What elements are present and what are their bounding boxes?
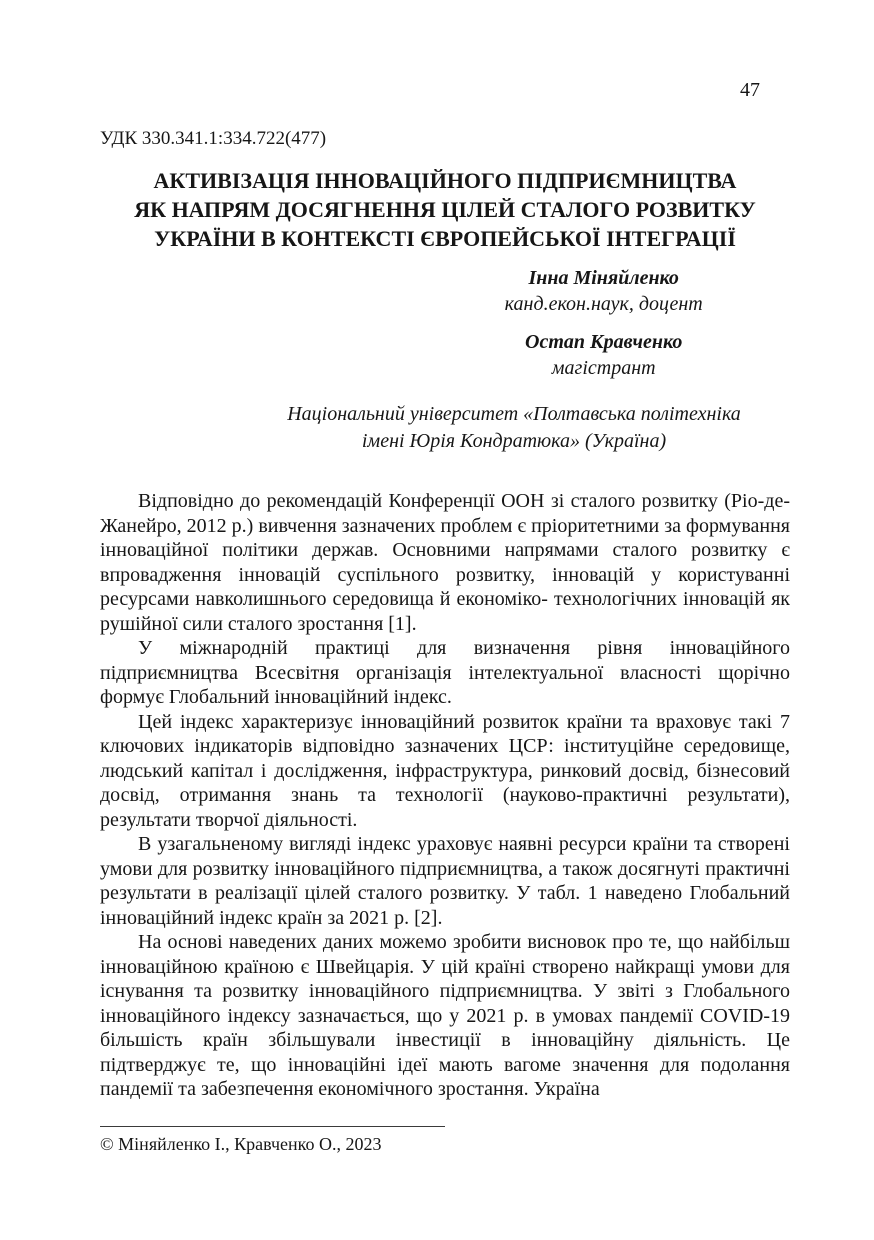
body-paragraph-5: На основі наведених даних можемо зробити висновок про те, що найбільш інноваційною країною є Швейцарія. У цій країні створено найкращі умови для існування та розвитку інноваційного підприємництва. У звіті з Глобального інноваційного індексу зазначається, що у 2021 р. в умовах пандемії COVID-19 більшість країн збільшували інвестиції в інноваційну діяльність. Це підтверджує те, що інноваційні ідеї мають вагоме значення для подолання пандемії та забезпечення економічного зростання. Україна — [100, 931, 790, 1100]
title-line-3: УКРАЇНИ В КОНТЕКСТІ ЄВРОПЕЙСЬКОЇ ІНТЕГРАЦІЇ — [154, 226, 736, 251]
author-2 — [100, 329, 790, 381]
body-paragraph-2: У міжнародній практиці для визначення рівня інноваційного підприємництва Всесвітня організація інтелектуальної власності щорічно формує Глобальний інноваційний індекс. — [100, 637, 790, 708]
affiliation-line-2: імені Юрія Кондратюка» (Україна) — [361, 430, 667, 452]
copyright-note: © Міняйленко І., Кравченко О., 2023 — [100, 1134, 382, 1154]
affiliation-line-1: Національний університет «Полтавська політехніка — [287, 403, 741, 425]
affiliation — [100, 401, 790, 455]
paper-title — [100, 166, 790, 253]
body-paragraph-4: В узагальненому вигляді індекс ураховує наявні ресурси країни та створені умови для розвитку інноваційного підприємництва, а також досягнуті практичні результати в реалізації цілей сталого розвитку. У табл. 1 наведено Глобальний інноваційний індекс країн за 2021 р. [2]. — [100, 833, 790, 929]
title-line-2: ЯК НАПРЯМ ДОСЯГНЕННЯ ЦІЛЕЙ СТАЛОГО РОЗВИТКУ — [134, 197, 756, 222]
footnote-rule — [100, 1126, 445, 1127]
udc-code: УДК 330.341.1:334.722(477) — [100, 128, 327, 149]
title-line-1: АКТИВІЗАЦІЯ ІННОВАЦІЙНОГО ПІДПРИЄМНИЦТВА — [153, 168, 737, 193]
authors-block — [100, 265, 790, 381]
author-1 — [100, 265, 790, 317]
author-2-name: Остап Кравченко — [525, 331, 683, 353]
body-paragraph-3: Цей індекс характеризує інноваційний розвиток країни та враховує такі 7 ключових індикаторів відповідно зазначених ЦСР: інституційне середовище, людський капітал і дослідження, інфраструктура, ринковий досвід, бізнесовий досвід, отримання знань та технології (науково-практичні результати), результати творчої діяльності. — [100, 710, 790, 831]
author-1-name: Інна Міняйленко — [528, 267, 679, 289]
author-1-role: канд.екон.наук, доцент — [504, 293, 703, 315]
author-2-role: магістрант — [551, 357, 656, 379]
page-footer — [100, 1126, 790, 1155]
page-number: 47 — [740, 79, 760, 101]
body-paragraph-1: Відповідно до рекомендацій Конференції ООН зі сталого розвитку (Ріо-де-Жанейро, 2012 р.) вивчення зазначених проблем є пріоритетними за формування інноваційної політики держав. Основними напрямами сталого розвитку є впровадження інновацій суспільного розвитку, інновацій у користуванні ресурсами навколишнього середовища й економіко- технологічних інновацій як рушійної сили сталого зростання [1]. — [100, 490, 790, 635]
article-body — [100, 489, 790, 1102]
